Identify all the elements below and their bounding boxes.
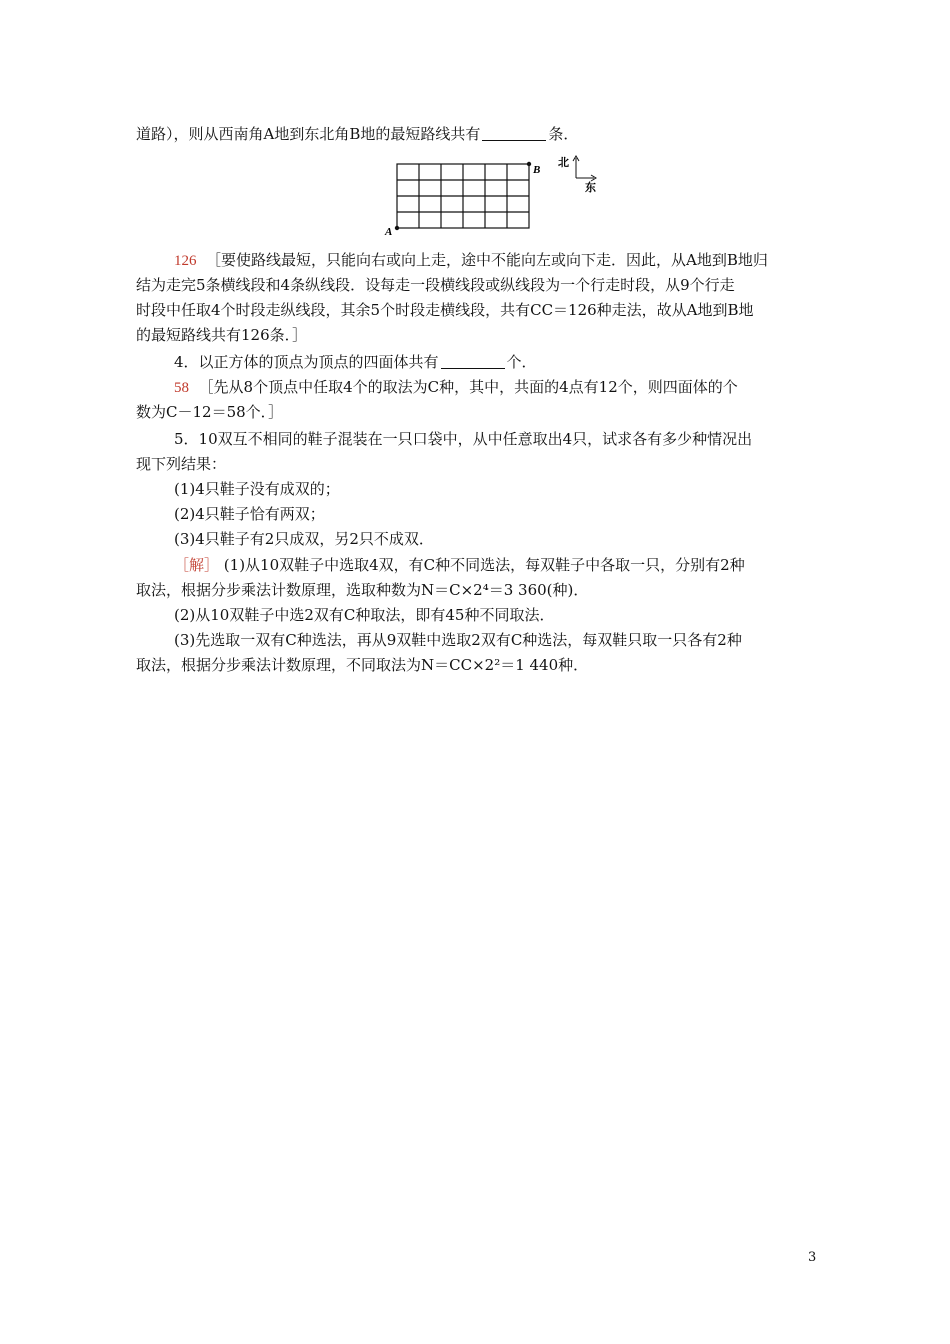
label-b: B (533, 164, 541, 176)
question-4-end: 个． (506, 353, 537, 371)
solution-tag: ［解］ (174, 556, 220, 574)
solution-1-text-1: (1)从10双鞋子中选取4双，有C种不同选法，每双鞋子中各取一只，分别有2种 (223, 556, 745, 574)
answer-blank (441, 354, 505, 369)
answer-4-line-2: 数为C－12＝58个．］ (136, 403, 284, 421)
solution-1-line-1 (174, 555, 745, 575)
solution-2: (2)从10双鞋子中选2双有C种取法，即有45种不同取法． (174, 606, 555, 624)
page-number: 3 (808, 1250, 817, 1265)
solution-1-line-2: 取法，根据分步乘法计数原理，选取种数为N＝C×2⁴＝3 360(种)． (136, 581, 589, 599)
compass-icon (573, 156, 596, 181)
question-5-line-1: 5．10双互不相同的鞋子混装在一只口袋中，从中任意取出4只，试求各有多少种情况出 (174, 430, 753, 448)
answer-4-line-1 (174, 377, 738, 398)
answer-3-line-3: 时段中任取4个时段走纵线段，其余5个时段走横线段，共有CC＝126种走法，故从A地到B地 (136, 301, 754, 319)
question-5-part-3: (3)4只鞋子有2只成双，另2只不成双． (174, 530, 434, 548)
solution-3-line-2: 取法，根据分步乘法计数原理，不同取法为N＝CC×2²＝1 440种． (136, 656, 589, 674)
grid-lines (397, 164, 529, 228)
answer-3-line-1 (174, 250, 768, 271)
question-5-line-2: 现下列结果： (136, 455, 227, 473)
question-4-text: 4．以正方体的顶点为顶点的四面体共有 (174, 353, 439, 371)
answer-3-text-1: ［要使路线最短，只能向右或向上走，途中不能向左或向下走．因此，从A地到B地归 (206, 251, 768, 269)
question-3-text: 道路），则从西南角A地到东北角B地的最短路线共有 (136, 125, 481, 143)
answer-3-value: 126 (174, 253, 197, 269)
question-5-part-1: (1)4只鞋子没有成双的； (174, 480, 340, 498)
answer-blank (482, 126, 546, 141)
east-label: 东 (585, 181, 596, 194)
label-a: A (385, 226, 393, 238)
question-3-tail (136, 124, 578, 144)
question-3-end: 条． (548, 125, 579, 143)
grid-route-figure (380, 150, 610, 240)
north-label: 北 (558, 156, 569, 169)
answer-4-text-1: ［先从8个顶点中任取4个的取法为C种，其中，共面的4点有12个，则四面体的个 (198, 378, 738, 396)
question-4 (174, 352, 537, 372)
answer-3-line-4: 的最短路线共有126条．］ (136, 326, 308, 344)
point-a (395, 226, 399, 230)
question-5-part-2: (2)4只鞋子恰有两双； (174, 505, 325, 523)
point-b (527, 162, 531, 166)
solution-3-line-1: (3)先选取一双有C种选法，再从9双鞋中选取2双有C种选法，每双鞋只取一只各有2种 (174, 631, 742, 649)
answer-3-line-2: 结为走完5条横线段和4条纵线段．设每走一段横线段或纵线段为一个行走时段，从9个行走 (136, 276, 735, 294)
answer-4-value: 58 (174, 380, 189, 396)
